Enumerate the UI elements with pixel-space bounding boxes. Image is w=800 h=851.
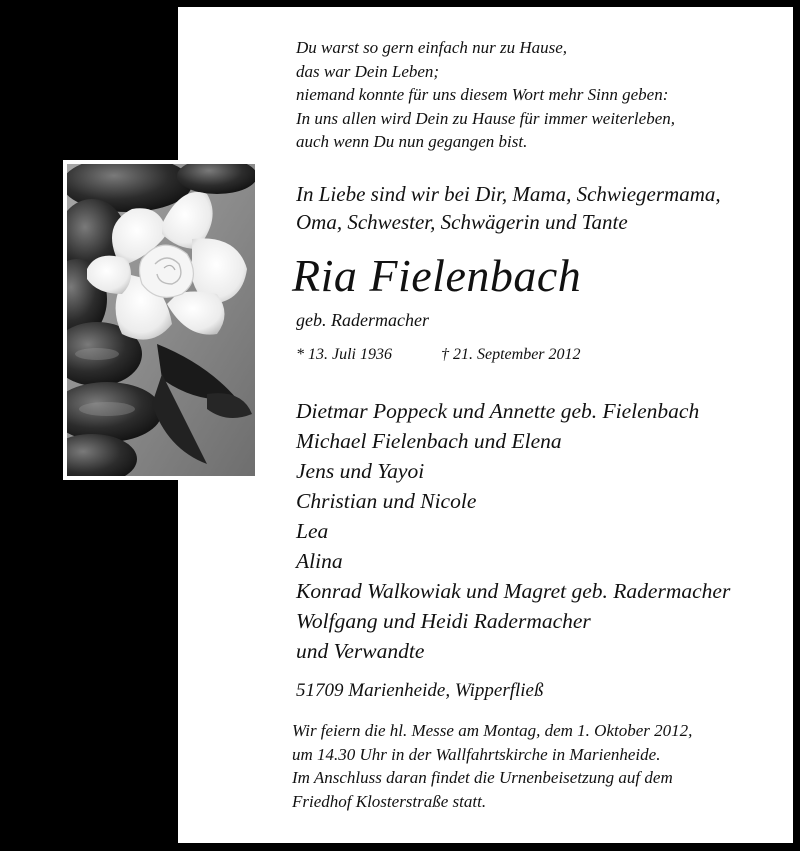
- mourner: Alina: [296, 549, 343, 573]
- service-line: Wir feiern die hl. Messe am Montag, dem 1. Oktober 2012,: [292, 721, 693, 740]
- gardenia-photo: [67, 164, 255, 476]
- deceased-name: Ria Fielenbach: [292, 250, 582, 301]
- mourners-list: [296, 396, 730, 666]
- place-line: 51709 Marienheide, Wipperfließ: [296, 680, 544, 701]
- poem: [296, 36, 675, 154]
- memorial-photo-frame: [63, 160, 259, 480]
- poem-line: In uns allen wird Dein zu Hause für immer weiterleben,: [296, 108, 675, 128]
- mourner: Konrad Walkowiak und Magret geb. Radermacher: [296, 579, 731, 603]
- mourner: Dietmar Poppeck und Annette geb. Fielenbach: [296, 399, 700, 423]
- poem-line: auch wenn Du nun gegangen bist.: [296, 132, 528, 151]
- poem-line: das war Dein Leben;: [296, 61, 440, 81]
- service-line: Friedhof Klosterstraße statt.: [292, 791, 487, 811]
- service-info: [292, 719, 692, 813]
- maiden-name: geb. Radermacher: [296, 310, 429, 330]
- mourner: Wolfgang und Heidi Radermacher: [296, 609, 591, 633]
- birth-date: * 13. Juli 1936: [296, 346, 392, 363]
- dedication: [296, 180, 721, 236]
- death-date: † 21. September 2012: [441, 346, 581, 363]
- life-dates: [296, 346, 581, 364]
- service-line: Im Anschluss daran findet die Urnenbeisetzung auf dem: [292, 768, 673, 787]
- mourner: Christian und Nicole: [296, 489, 477, 513]
- poem-line: Du warst so gern einfach nur zu Hause,: [296, 38, 568, 57]
- mourner: und Verwandte: [296, 639, 425, 663]
- dedication-line: Oma, Schwester, Schwägerin und Tante: [296, 210, 628, 234]
- mourner: Lea: [296, 519, 329, 543]
- mourner: Michael Fielenbach und Elena: [296, 429, 562, 453]
- dedication-line: In Liebe sind wir bei Dir, Mama, Schwiegermama,: [296, 182, 721, 206]
- poem-line: niemand konnte für uns diesem Wort mehr Sinn geben:: [296, 85, 669, 104]
- mourner: Jens und Yayoi: [296, 459, 425, 483]
- service-line: um 14.30 Uhr in der Wallfahrtskirche in Marienheide.: [292, 744, 661, 764]
